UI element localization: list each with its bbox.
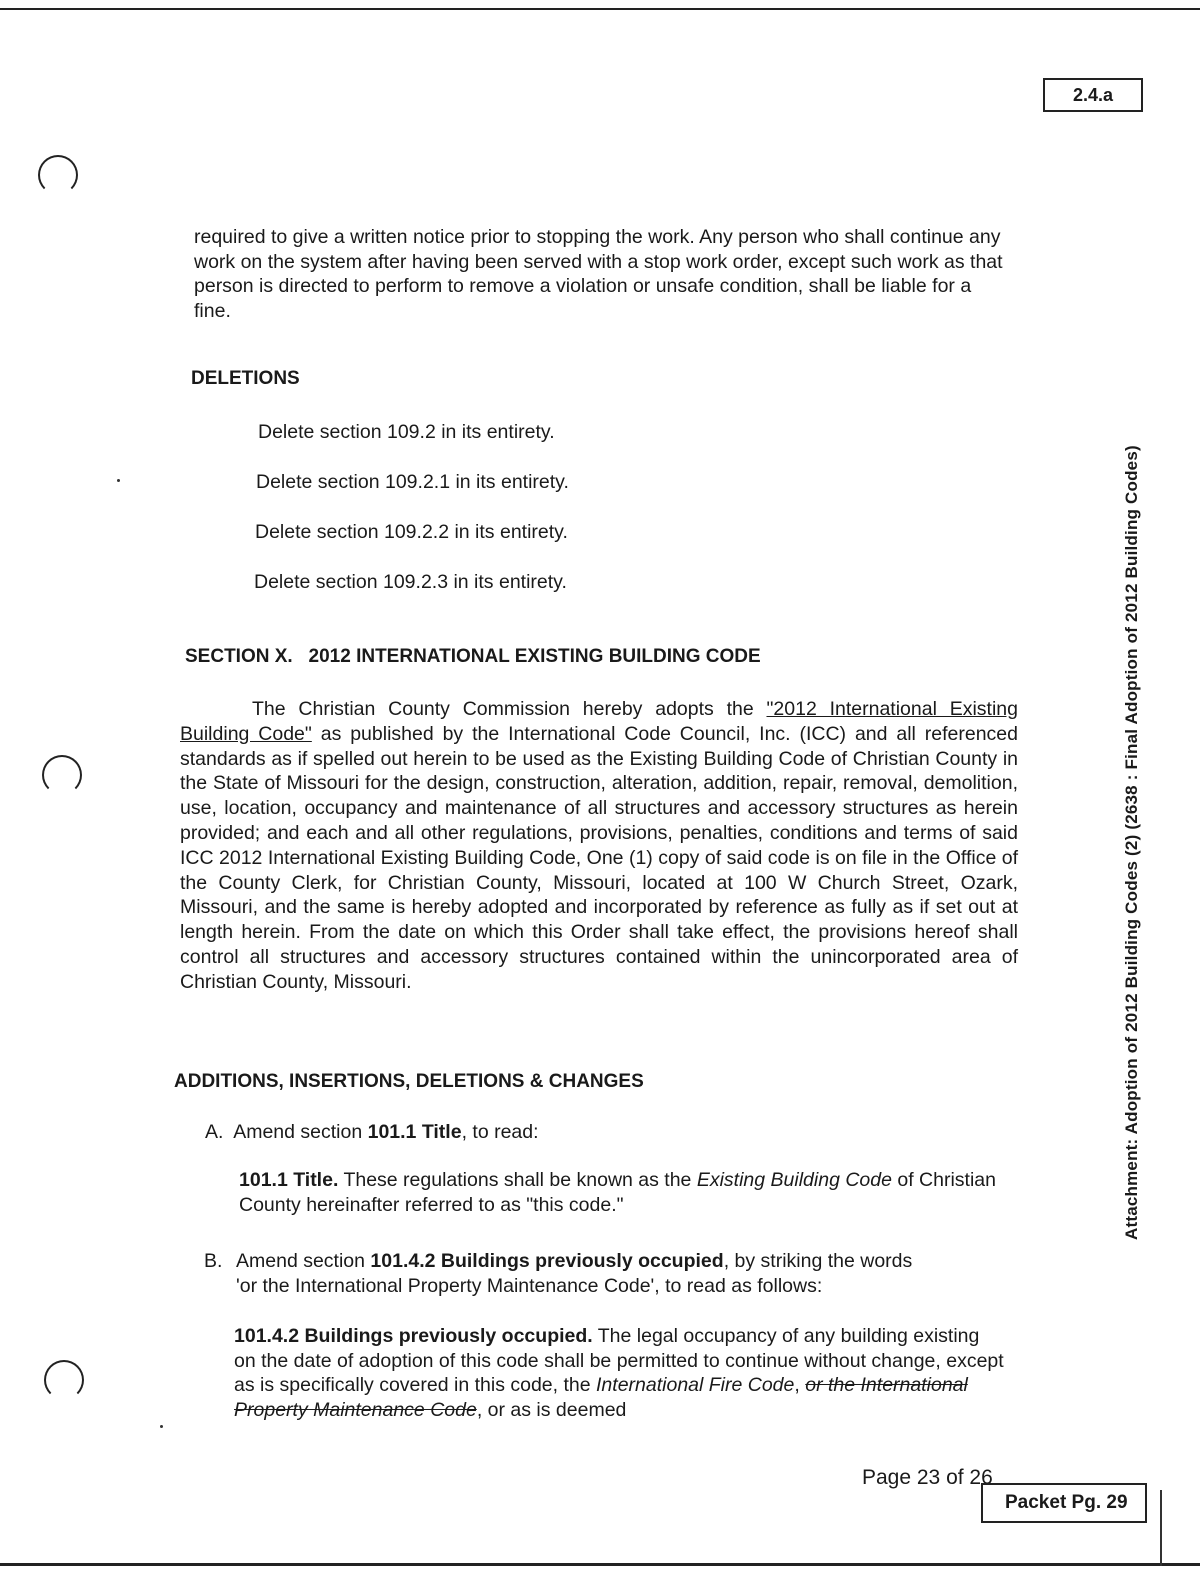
amendment-a-pre: Amend section bbox=[233, 1121, 368, 1143]
punch-hole-icon bbox=[42, 755, 82, 795]
page-number: Page 23 of 26 bbox=[862, 1466, 993, 1489]
section-x-text-rest: as published by the International Code Council, Inc. (ICC) and all referenced standards as if spelled out herein to be used as the Existing Building Code of Christian County in the State of Missouri for the design, construction, alteration, addition, repair, removal, demolition, use, location, occupancy and maintenance of all structures and accessory structures as herein provided; and each and all other regulations, provisions, penalties, conditions and terms of said ICC 2012 International Existing Building Code, One (1) copy of said code is on file in the Office of the County Clerk, for Christian County, Missouri, located at 100 W Church Street, Ozark, Missouri, and the same is hereby adopted and incorporated by reference as fully as if set out at length herein. From the date on which this Order shall take effect, the provisions hereof shall control all structures and accessory structures contained within the unincorporated area of Christian County, Missouri. bbox=[180, 722, 1018, 993]
deletion-item: Delete section 109.2.1 in its entirety. bbox=[256, 471, 569, 493]
amendment-b-body-title: 101.4.2 Buildings previously occupied. bbox=[234, 1325, 593, 1347]
amendment-b-section: 101.4.2 Buildings previously occupied bbox=[370, 1250, 724, 1272]
deletions-heading: DELETIONS bbox=[191, 368, 300, 389]
deletion-item: Delete section 109.2.2 in its entirety. bbox=[255, 521, 568, 543]
amendment-a-post: , to read: bbox=[461, 1121, 539, 1143]
top-border-line bbox=[0, 8, 1200, 10]
struck-text: or the International Property Maintenance Code bbox=[234, 1374, 968, 1421]
amendment-a-body-title: 101.1 Title. bbox=[239, 1169, 339, 1191]
deletion-item: Delete section 109.2.3 in its entirety. bbox=[254, 571, 567, 593]
code-title-underlined: "2012 International Existing Building Code" bbox=[180, 698, 1018, 745]
amendment-a-body-post: of Christian County hereinafter referred to as "this code." bbox=[239, 1169, 996, 1216]
amendment-b-body-pre: The legal occupancy of any building existing on the date of adoption of this code shall be permitted to continue without change, except as is specifically covered in this code, the bbox=[234, 1325, 1004, 1396]
section-x-text-start: The Christian County Commission hereby adopts the bbox=[252, 698, 767, 720]
amendment-a-letter: A. bbox=[205, 1121, 224, 1143]
amendment-b-pre: Amend section bbox=[236, 1250, 371, 1272]
doc-tag: 2.4.a bbox=[1043, 78, 1143, 112]
section-x-paragraph bbox=[180, 697, 1018, 995]
scan-speck bbox=[117, 479, 120, 482]
deletion-item: Delete section 109.2 in its entirety. bbox=[258, 421, 555, 443]
amendment-a-instruction bbox=[205, 1121, 539, 1144]
right-border-line bbox=[1160, 1490, 1162, 1566]
amendment-b-body-post: , or as is deemed bbox=[476, 1398, 627, 1421]
amendment-b-body-comma: , bbox=[794, 1374, 806, 1396]
additions-heading: ADDITIONS, INSERTIONS, DELETIONS & CHANGES bbox=[174, 1071, 644, 1092]
attachment-side-label: Attachment: Adoption of 2012 Building Codes (2) (2638 : Final Adoption of 2012 Building Codes) bbox=[1122, 445, 1141, 1240]
amendment-b-text bbox=[234, 1324, 1004, 1422]
scan-speck bbox=[160, 1425, 163, 1428]
amendment-b-body-italic: International Fire Code bbox=[596, 1374, 795, 1396]
packet-page-box: Packet Pg. 29 bbox=[981, 1483, 1147, 1523]
bottom-border-line bbox=[0, 1563, 1200, 1566]
amendment-a-text bbox=[239, 1168, 1009, 1217]
punch-hole-icon bbox=[44, 1360, 84, 1400]
amendment-b-line2: 'or the International Property Maintenance Code', to read as follows: bbox=[236, 1274, 823, 1297]
amendment-a-section: 101.1 Title bbox=[367, 1121, 462, 1143]
amendment-a-body-pre: These regulations shall be known as the bbox=[338, 1169, 697, 1191]
amendment-b-post: , by striking the words bbox=[723, 1250, 913, 1272]
amendment-b-instruction bbox=[204, 1249, 994, 1298]
intro-paragraph: required to give a written notice prior to stopping the work. Any person who shall continue any work on the system after having been served with a stop work order, except such work as that person is directed to perform to remove a violation or unsafe condition, shall be liable for a fine. bbox=[194, 226, 1003, 322]
amendment-b-letter: B. bbox=[204, 1250, 223, 1272]
amendment-a-body-italic: Existing Building Code bbox=[696, 1169, 892, 1191]
section-x-heading: SECTION X. 2012 INTERNATIONAL EXISTING BUILDING CODE bbox=[185, 646, 761, 667]
punch-hole-icon bbox=[38, 155, 78, 195]
